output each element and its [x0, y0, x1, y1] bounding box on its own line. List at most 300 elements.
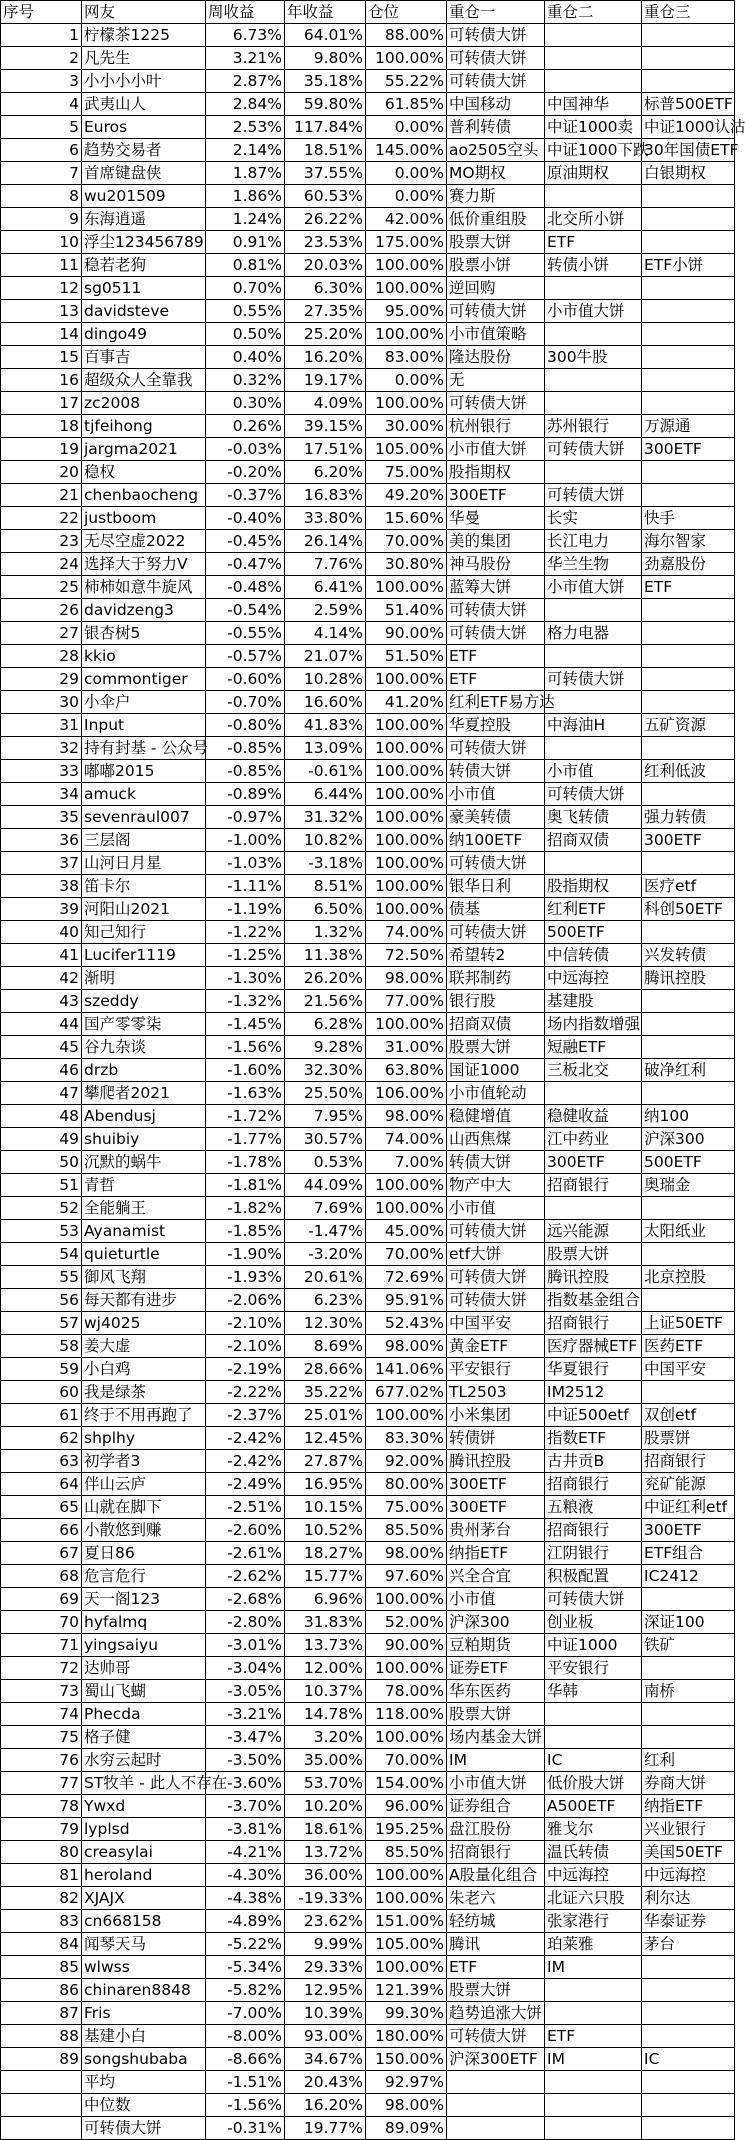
cell-index: 83	[1, 1910, 82, 1933]
cell-index: 67	[1, 1542, 82, 1565]
table-row	[1, 300, 735, 323]
cell-user: 东海逍遥	[82, 208, 206, 231]
cell-index: 1	[1, 24, 82, 47]
cell-position: 89.09%	[366, 2117, 447, 2140]
cell-annual-return: 16.83%	[285, 484, 366, 507]
header-index: 序号	[1, 1, 82, 24]
cell-weekly-return: -3.50%	[206, 1749, 285, 1772]
table-row	[1, 1312, 735, 1335]
cell-user: 三层阁	[82, 829, 206, 852]
cell-position: 80.00%	[366, 1473, 447, 1496]
cell-holding-1: 可转债大饼	[447, 921, 545, 944]
cell-holding-1: 中国移动	[447, 93, 545, 116]
cell-annual-return: 0.53%	[285, 1151, 366, 1174]
cell-index: 8	[1, 185, 82, 208]
cell-holding-2: A500ETF	[545, 1795, 642, 1818]
cell-position: 98.00%	[366, 1105, 447, 1128]
cell-holding-2: 平安银行	[545, 1657, 642, 1680]
cell-user: 水穷云起时	[82, 1749, 206, 1772]
table-row	[1, 1473, 735, 1496]
cell-position: 100.00%	[366, 875, 447, 898]
table-row	[1, 1772, 735, 1795]
cell-weekly-return: -2.68%	[206, 1588, 285, 1611]
cell-holding-2: 可转债大饼	[545, 668, 642, 691]
cell-annual-return: 35.00%	[285, 1749, 366, 1772]
cell-position: 52.43%	[366, 1312, 447, 1335]
cell-holding-1: 可转债大饼	[447, 1289, 545, 1312]
cell-position: 78.00%	[366, 1680, 447, 1703]
cell-weekly-return: -0.40%	[206, 507, 285, 530]
cell-holding-2: IM	[545, 1956, 642, 1979]
cell-index: 35	[1, 806, 82, 829]
cell-index: 71	[1, 1634, 82, 1657]
cell-position: 154.00%	[366, 1772, 447, 1795]
cell-holding-2: 招商银行	[545, 1174, 642, 1197]
cell-holding-2: 中证500etf	[545, 1404, 642, 1427]
cell-holding-1: 300ETF	[447, 1496, 545, 1519]
cell-annual-return: -1.47%	[285, 1220, 366, 1243]
cell-holding-2	[545, 737, 642, 760]
cell-holding-2: 招商银行	[545, 1473, 642, 1496]
cell-position: 90.00%	[366, 1634, 447, 1657]
cell-position: 100.00%	[366, 1174, 447, 1197]
cell-annual-return: 93.00%	[285, 2025, 366, 2048]
cell-weekly-return: -2.42%	[206, 1450, 285, 1473]
cell-holding-3	[642, 484, 735, 507]
cell-position: 105.00%	[366, 438, 447, 461]
cell-annual-return: 12.00%	[285, 1657, 366, 1680]
cell-user: Euros	[82, 116, 206, 139]
cell-index: 28	[1, 645, 82, 668]
cell-holding-3: 招商银行	[642, 1450, 735, 1473]
cell-weekly-return: -2.06%	[206, 1289, 285, 1312]
cell-weekly-return: -2.10%	[206, 1335, 285, 1358]
summary-row	[1, 2094, 735, 2117]
cell-holding-2: 可转债大饼	[545, 783, 642, 806]
cell-holding-1: 平安银行	[447, 1358, 545, 1381]
cell-index: 54	[1, 1243, 82, 1266]
cell-annual-return: 20.43%	[285, 2071, 366, 2094]
cell-position: 98.00%	[366, 1542, 447, 1565]
cell-user: Abendusj	[82, 1105, 206, 1128]
cell-holding-1: 小市值大饼	[447, 438, 545, 461]
table-row	[1, 1979, 735, 2002]
cell-holding-1: 朱老六	[447, 1887, 545, 1910]
table-row	[1, 461, 735, 484]
table-row	[1, 1726, 735, 1749]
cell-weekly-return: -1.56%	[206, 2094, 285, 2117]
cell-holding-2: IC	[545, 1749, 642, 1772]
table-row	[1, 323, 735, 346]
table-row	[1, 1427, 735, 1450]
table-row	[1, 1657, 735, 1680]
table-row	[1, 852, 735, 875]
cell-annual-return: 20.03%	[285, 254, 366, 277]
cell-holding-2: 五粮液	[545, 1496, 642, 1519]
cell-holding-1: 可转债大饼	[447, 300, 545, 323]
cell-position: 151.00%	[366, 1910, 447, 1933]
table-row	[1, 737, 735, 760]
cell-annual-return: 18.61%	[285, 1818, 366, 1841]
table-row	[1, 484, 735, 507]
cell-annual-return: 39.15%	[285, 415, 366, 438]
cell-weekly-return: -4.38%	[206, 1887, 285, 1910]
cell-user: Fris	[82, 2002, 206, 2025]
cell-holding-2: 稳健收益	[545, 1105, 642, 1128]
cell-holding-1: 小市值	[447, 1197, 545, 1220]
cell-weekly-return: -2.42%	[206, 1427, 285, 1450]
cell-holding-1: 豪美转债	[447, 806, 545, 829]
cell-index: 52	[1, 1197, 82, 1220]
cell-user: 趋势交易者	[82, 139, 206, 162]
table-row	[1, 1910, 735, 1933]
cell-position: 105.00%	[366, 1933, 447, 1956]
cell-index: 40	[1, 921, 82, 944]
cell-holding-3	[642, 1013, 735, 1036]
cell-user: justboom	[82, 507, 206, 530]
cell-annual-return: 64.01%	[285, 24, 366, 47]
table-row	[1, 1197, 735, 1220]
table-row	[1, 1611, 735, 1634]
cell-index: 38	[1, 875, 82, 898]
cell-weekly-return: -1.77%	[206, 1128, 285, 1151]
table-row	[1, 1749, 735, 1772]
cell-holding-1: 普利转债	[447, 116, 545, 139]
cell-holding-3	[642, 990, 735, 1013]
cell-holding-3: 北京控股	[642, 1266, 735, 1289]
cell-holding-1: 转债饼	[447, 1427, 545, 1450]
cell-annual-return: 1.32%	[285, 921, 366, 944]
cell-annual-return: 31.83%	[285, 1611, 366, 1634]
cell-weekly-return: 0.40%	[206, 346, 285, 369]
cell-weekly-return: 0.55%	[206, 300, 285, 323]
cell-holding-1	[447, 2071, 545, 2094]
cell-user: szeddy	[82, 990, 206, 1013]
cell-holding-3	[642, 1703, 735, 1726]
table-row	[1, 921, 735, 944]
table-row	[1, 2025, 735, 2048]
cell-holding-2: 可转债大饼	[545, 438, 642, 461]
cell-index: 17	[1, 392, 82, 415]
cell-user: amuck	[82, 783, 206, 806]
cell-holding-2: 雅戈尔	[545, 1818, 642, 1841]
cell-weekly-return: -3.04%	[206, 1657, 285, 1680]
cell-index: 10	[1, 231, 82, 254]
cell-weekly-return: -1.03%	[206, 852, 285, 875]
cell-holding-1: 可转债大饼	[447, 852, 545, 875]
cell-position: 85.50%	[366, 1841, 447, 1864]
cell-weekly-return: -4.30%	[206, 1864, 285, 1887]
header-row	[1, 1, 735, 24]
cell-holding-3: 红利低波	[642, 760, 735, 783]
cell-annual-return: 25.50%	[285, 1082, 366, 1105]
cell-weekly-return: -3.05%	[206, 1680, 285, 1703]
cell-position: 31.00%	[366, 1036, 447, 1059]
cell-index: 46	[1, 1059, 82, 1082]
cell-user: 夏日86	[82, 1542, 206, 1565]
cell-position: 100.00%	[366, 277, 447, 300]
cell-user: drzb	[82, 1059, 206, 1082]
cell-user: commontiger	[82, 668, 206, 691]
cell-holding-3: 深证100	[642, 1611, 735, 1634]
cell-position: 72.69%	[366, 1266, 447, 1289]
table-row	[1, 875, 735, 898]
cell-holding-2: 华夏银行	[545, 1358, 642, 1381]
cell-holding-2: 短融ETF	[545, 1036, 642, 1059]
cell-holding-3	[642, 2025, 735, 2048]
cell-holding-3: 30年国债ETF	[642, 139, 735, 162]
cell-holding-1: 股票大饼	[447, 1036, 545, 1059]
cell-holding-2: 500ETF	[545, 921, 642, 944]
cell-weekly-return: -0.55%	[206, 622, 285, 645]
cell-annual-return: 60.53%	[285, 185, 366, 208]
cell-weekly-return: -2.49%	[206, 1473, 285, 1496]
cell-holding-3	[642, 599, 735, 622]
cell-user: chenbaocheng	[82, 484, 206, 507]
cell-holding-2: 格力电器	[545, 622, 642, 645]
cell-holding-3	[642, 2002, 735, 2025]
cell-position: 100.00%	[366, 254, 447, 277]
cell-position: 92.97%	[366, 2071, 447, 2094]
cell-user: XJAJX	[82, 1887, 206, 1910]
cell-holding-1: 无	[447, 369, 545, 392]
cell-user: tjfeihong	[82, 415, 206, 438]
cell-holding-2	[545, 392, 642, 415]
cell-user: davidsteve	[82, 300, 206, 323]
cell-index: 79	[1, 1818, 82, 1841]
table-row	[1, 1289, 735, 1312]
cell-holding-3: 美国50ETF	[642, 1841, 735, 1864]
cell-user: 小散悠到赚	[82, 1519, 206, 1542]
cell-holding-1: 沪深300	[447, 1611, 545, 1634]
cell-holding-1: 转债大饼	[447, 1151, 545, 1174]
cell-weekly-return: -0.54%	[206, 599, 285, 622]
cell-user: 攀爬者2021	[82, 1082, 206, 1105]
table-row	[1, 990, 735, 1013]
cell-weekly-return: -0.03%	[206, 438, 285, 461]
cell-annual-return: 13.72%	[285, 1841, 366, 1864]
cell-position: 180.00%	[366, 2025, 447, 2048]
table-row	[1, 1036, 735, 1059]
cell-position: 98.00%	[366, 967, 447, 990]
table-row	[1, 714, 735, 737]
cell-holding-3: 科创50ETF	[642, 898, 735, 921]
cell-holding-3: 沪深300	[642, 1128, 735, 1151]
table-row	[1, 415, 735, 438]
table-row	[1, 70, 735, 93]
cell-holding-2	[545, 2117, 642, 2140]
cell-index: 77	[1, 1772, 82, 1795]
cell-index: 30	[1, 691, 82, 714]
cell-user: 可转债大饼	[82, 2117, 206, 2140]
cell-index: 9	[1, 208, 82, 231]
cell-annual-return: 6.30%	[285, 277, 366, 300]
cell-index	[1, 2117, 82, 2140]
cell-index: 20	[1, 461, 82, 484]
cell-user: Ayanamist	[82, 1220, 206, 1243]
cell-annual-return: 10.28%	[285, 668, 366, 691]
cell-weekly-return: -3.60%	[206, 1772, 285, 1795]
cell-user: 选择大于努力V	[82, 553, 206, 576]
cell-holding-3: 中国平安	[642, 1358, 735, 1381]
cell-user: hyfalmq	[82, 1611, 206, 1634]
cell-annual-return: 26.22%	[285, 208, 366, 231]
cell-index: 22	[1, 507, 82, 530]
cell-user: 渐明	[82, 967, 206, 990]
cell-user: 终于不用再跑了	[82, 1404, 206, 1427]
cell-annual-return: 31.32%	[285, 806, 366, 829]
cell-holding-3	[642, 47, 735, 70]
table-row	[1, 93, 735, 116]
cell-holding-2: 小市值	[545, 760, 642, 783]
cell-weekly-return: -3.47%	[206, 1726, 285, 1749]
table-row	[1, 1542, 735, 1565]
cell-holding-3	[642, 323, 735, 346]
cell-holding-3: 南桥	[642, 1680, 735, 1703]
cell-holding-1: etf大饼	[447, 1243, 545, 1266]
header-holding-1: 重仓一	[447, 1, 545, 24]
table-row	[1, 254, 735, 277]
cell-holding-3	[642, 24, 735, 47]
cell-position: 83.00%	[366, 346, 447, 369]
cell-holding-3	[642, 1381, 735, 1404]
cell-position: 0.00%	[366, 369, 447, 392]
cell-annual-return: 16.20%	[285, 346, 366, 369]
cell-holding-1: 转债大饼	[447, 760, 545, 783]
cell-holding-3	[642, 392, 735, 415]
cell-position: 92.00%	[366, 1450, 447, 1473]
cell-holding-1: ETF	[447, 645, 545, 668]
cell-holding-1: 希望转2	[447, 944, 545, 967]
cell-holding-3: 医疗etf	[642, 875, 735, 898]
cell-position: 100.00%	[366, 714, 447, 737]
cell-user: 稳若老狗	[82, 254, 206, 277]
cell-holding-3: 纳指ETF	[642, 1795, 735, 1818]
cell-user: 伴山云庐	[82, 1473, 206, 1496]
cell-holding-1: 纳100ETF	[447, 829, 545, 852]
cell-index: 66	[1, 1519, 82, 1542]
cell-weekly-return: -8.66%	[206, 2048, 285, 2071]
cell-position: 141.06%	[366, 1358, 447, 1381]
cell-weekly-return: -0.47%	[206, 553, 285, 576]
cell-position: 100.00%	[366, 898, 447, 921]
cell-user: sevenraul007	[82, 806, 206, 829]
table-row	[1, 760, 735, 783]
cell-position: 100.00%	[366, 1726, 447, 1749]
cell-holding-2: 江阴银行	[545, 1542, 642, 1565]
cell-holding-3: 中远海控	[642, 1864, 735, 1887]
table-row	[1, 1864, 735, 1887]
cell-user: 小小小小叶	[82, 70, 206, 93]
cell-weekly-return: -1.90%	[206, 1243, 285, 1266]
cell-weekly-return: -0.70%	[206, 691, 285, 714]
cell-index: 34	[1, 783, 82, 806]
cell-position: 55.22%	[366, 70, 447, 93]
cell-holding-1: 可转债大饼	[447, 1220, 545, 1243]
cell-weekly-return: -0.31%	[206, 2117, 285, 2140]
cell-index: 75	[1, 1726, 82, 1749]
cell-holding-1: 杭州银行	[447, 415, 545, 438]
table-row	[1, 1151, 735, 1174]
table-row	[1, 1128, 735, 1151]
cell-position: 7.00%	[366, 1151, 447, 1174]
table-row	[1, 645, 735, 668]
cell-index: 85	[1, 1956, 82, 1979]
cell-holding-3: 劲嘉股份	[642, 553, 735, 576]
cell-weekly-return: -1.11%	[206, 875, 285, 898]
cell-holding-2: 华韩	[545, 1680, 642, 1703]
cell-holding-3	[642, 2071, 735, 2094]
cell-holding-1: 可转债大饼	[447, 622, 545, 645]
cell-index: 84	[1, 1933, 82, 1956]
cell-holding-2	[545, 1703, 642, 1726]
cell-holding-1: A股量化组合	[447, 1864, 545, 1887]
table-row	[1, 1634, 735, 1657]
cell-holding-1: 沪深300ETF	[447, 2048, 545, 2071]
table-row	[1, 1266, 735, 1289]
cell-holding-3	[642, 1289, 735, 1312]
table-row	[1, 185, 735, 208]
cell-position: 74.00%	[366, 1128, 447, 1151]
cell-holding-2: 创业板	[545, 1611, 642, 1634]
cell-weekly-return: 0.30%	[206, 392, 285, 415]
cell-holding-2	[545, 1082, 642, 1105]
cell-holding-2: 奥飞转债	[545, 806, 642, 829]
cell-weekly-return: -0.20%	[206, 461, 285, 484]
cell-weekly-return: 0.26%	[206, 415, 285, 438]
cell-annual-return: 16.95%	[285, 1473, 366, 1496]
cell-holding-2: 转债小饼	[545, 254, 642, 277]
cell-holding-3: 快手	[642, 507, 735, 530]
cell-holding-1: 神马股份	[447, 553, 545, 576]
cell-holding-1: 可转债大饼	[447, 47, 545, 70]
cell-holding-2	[545, 277, 642, 300]
cell-position: 100.00%	[366, 1588, 447, 1611]
cell-annual-return: 10.82%	[285, 829, 366, 852]
cell-index: 32	[1, 737, 82, 760]
cell-holding-2: 华兰生物	[545, 553, 642, 576]
table-row	[1, 691, 735, 714]
cell-position: 70.00%	[366, 530, 447, 553]
cell-holding-3: 奥瑞金	[642, 1174, 735, 1197]
cell-holding-2: 医疗器械ETF	[545, 1335, 642, 1358]
cell-holding-1: 招商双债	[447, 1013, 545, 1036]
cell-position: 100.00%	[366, 1657, 447, 1680]
cell-annual-return: 11.38%	[285, 944, 366, 967]
cell-holding-1: 小米集团	[447, 1404, 545, 1427]
cell-index: 61	[1, 1404, 82, 1427]
cell-position: 677.02%	[366, 1381, 447, 1404]
cell-user: 山就在脚下	[82, 1496, 206, 1519]
cell-holding-2: 古井贡B	[545, 1450, 642, 1473]
cell-holding-2: 可转债大饼	[545, 1588, 642, 1611]
table-row	[1, 1059, 735, 1082]
cell-user: 持有封基 - 公众号	[82, 737, 206, 760]
cell-holding-1: 华东医药	[447, 1680, 545, 1703]
cell-index: 64	[1, 1473, 82, 1496]
cell-holding-1: 隆达股份	[447, 346, 545, 369]
cell-annual-return: 7.76%	[285, 553, 366, 576]
cell-holding-2: 招商银行	[545, 1519, 642, 1542]
table-row	[1, 1956, 735, 1979]
cell-holding-2: 可转债大饼	[545, 484, 642, 507]
cell-user: 知己知行	[82, 921, 206, 944]
table-row	[1, 898, 735, 921]
cell-user: wu201509	[82, 185, 206, 208]
cell-holding-1: 可转债大饼	[447, 1266, 545, 1289]
cell-holding-3	[642, 691, 735, 714]
cell-holding-1: 可转债大饼	[447, 392, 545, 415]
